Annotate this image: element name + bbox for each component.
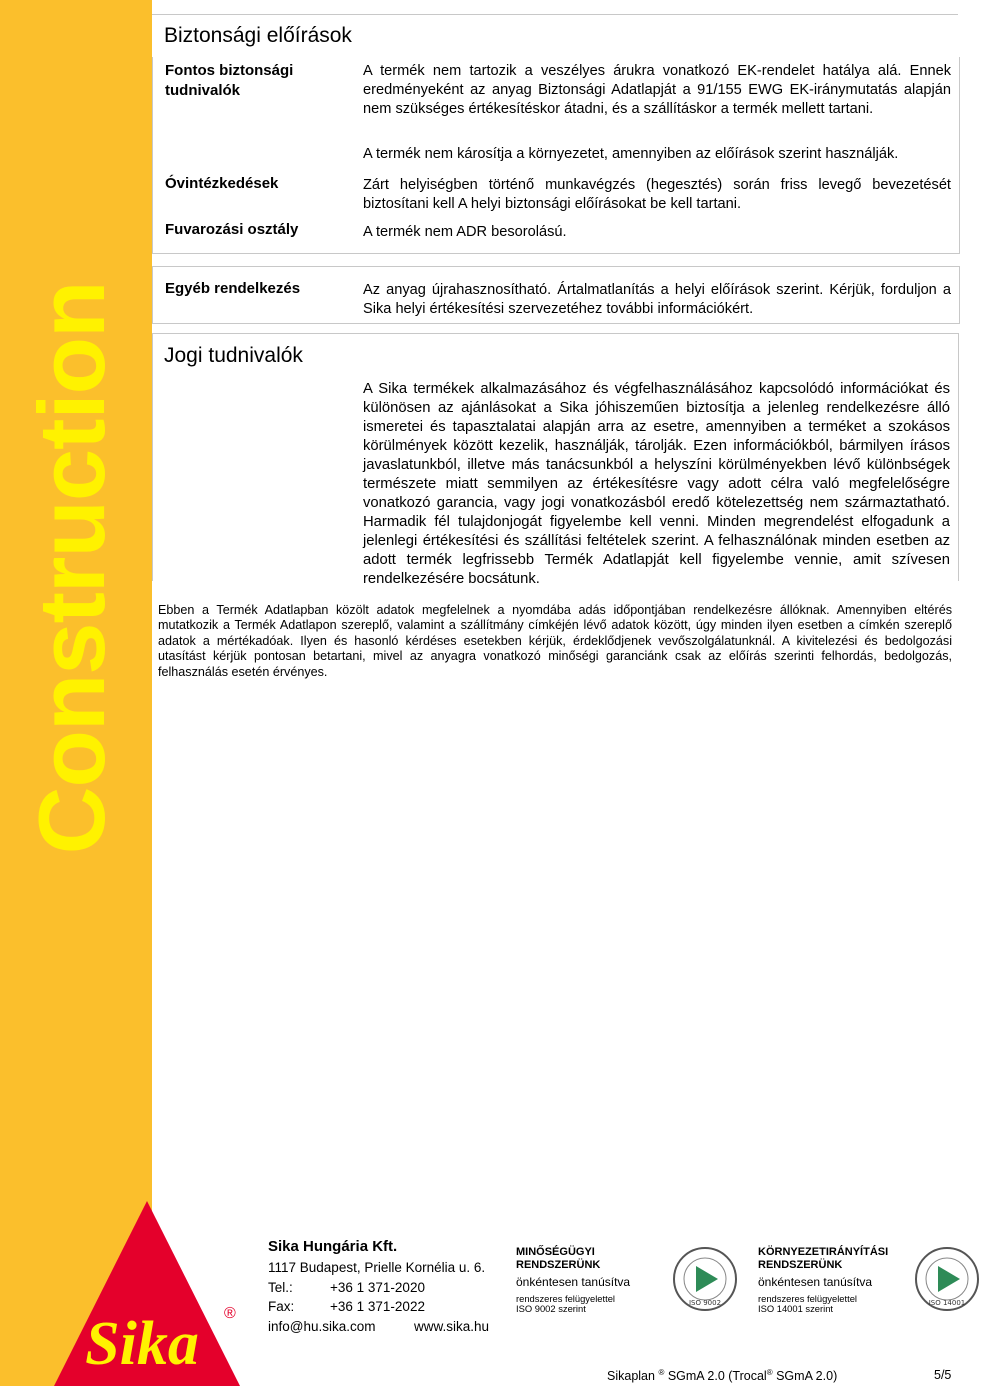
legal-main-text: A Sika termékek alkalmazásához és végfelhasználásához kapcsolódó információkat és különösen az ajánlásokat a Sika jóhiszeműen biztosítja a jelenleg rendelkezésre álló ismeretei és tapasztalatai alapján arra az esetre, amennyiben a terméket a szokásos körülmények között kezelik, használják, tárolják. Ezen információkból, bármilyen írásos javaslatunkból, illetve más tanácsunkból a helyszíni körülményekben lévő különbségek természete miatt semmilyen az értékesítésre vagy adott célra való megfelelőségre vonatkozó garancia, vagy jogi vonatkozásból eredő kötelezettség nem származtatható. Harmadik fél tulajdonjogát figyelembe kell venni. Minden megrendelést elfogadunk a jelenlegi értékesítési és szállítási feltételek szerint. A felhasználónak minden esetben az adott termék legfrissebb Termék Adatlapját kell figyelembe vennie, amit szívesen rendelkezésére bocsátunk.	[363, 381, 950, 587]
cert-quality-name: MINŐSÉGÜGYI RENDSZERÜNK	[516, 1246, 601, 1271]
doc-footer-reg-mark: ®	[658, 1368, 665, 1377]
cert-environment	[758, 1246, 982, 1314]
sidebar-construction-word: Construction	[19, 281, 124, 855]
text-ovintezkedesek: Zárt helyiségben történő munkavégzés (hegesztés) során friss levegő bevezetését biztosítani kell A helyi biztonsági előírásokat be kell tartani.	[363, 177, 951, 212]
label-egyeb-rendelkezes: Egyéb rendelkezés	[165, 280, 301, 297]
company-name: Sika Hungária Kft.	[268, 1238, 398, 1255]
tel-label: Tel.:	[268, 1280, 293, 1295]
doc-footer-version-2: SGmA 2.0)	[776, 1369, 838, 1384]
fax-number: +36 1 371-2022	[330, 1299, 425, 1314]
cert-quality-badge-label: ISO 9002	[688, 1299, 722, 1307]
cert-environment-line1: önkéntesen tanúsítva	[758, 1275, 873, 1289]
legal-section-header	[152, 333, 958, 378]
brand-sidebar	[0, 0, 152, 1386]
text-fontos-biztonsagi-1: A termék nem tartozik a veszélyes árukra vonatkozó EK-rendelet hatálya alá. Ennek eredményeként az anyag Biztonsági Adatlapját a 91/155 EWG EK-iránymutatás alapján nem szükséges értékesítéskor átadni, és a szállításkor a termék mellett tartani.	[363, 63, 951, 117]
safety-section-header	[152, 14, 958, 58]
safety-section-title: Biztonsági előírások	[164, 24, 352, 47]
email-link[interactable]: info@hu.sika.com	[268, 1319, 376, 1334]
website-link[interactable]: www.sika.hu	[414, 1319, 490, 1334]
cert-environment-badge-icon	[914, 1246, 980, 1312]
doc-footer-product-name: Sikaplan	[607, 1369, 655, 1384]
company-address: 1117 Budapest, Prielle Kornélia u. 6.	[268, 1260, 486, 1275]
cert-quality-badge-icon	[672, 1246, 738, 1312]
text-fuvarozasi-osztaly: A termék nem ADR besorolású.	[363, 224, 567, 240]
label-fuvarozasi-osztaly: Fuvarozási osztály	[165, 221, 299, 238]
doc-footer-page-number: 5/5	[934, 1368, 952, 1382]
legal-left-rule	[152, 333, 153, 581]
safety-box	[152, 57, 960, 254]
cert-environment-badge-label: ISO 14001	[928, 1299, 966, 1307]
doc-footer-reg-mark-2: ®	[766, 1368, 773, 1377]
cert-quality-line1: önkéntesen tanúsítva	[516, 1275, 631, 1289]
doc-footer-product	[607, 1368, 837, 1383]
legal-note-text: Ebben a Termék Adatlapban közölt adatok megfelelnek a nyomdába adás időpontjában rendelkezésre állóknak. Amennyiben eltérés mutatkozik a Termék Adatlapon szereplő, valamint a szállítmány címkéjén lévő adatok között, úgy minden ilyen esetben a címkén szereplő adatok a mértékadóak. Ilyen és hasonló kérdéses esetekben kérjük, érdeklődjenek vevőszolgálatunknál. A kivitelezési és bedolgozási utasítást kérjük pontosan betartani, mivel az anyagra vonatkozó minőségi garanciánk csak az előírás szerinti felhordás, bedolgozás, felhasználás esetén érvényes.	[158, 603, 952, 679]
sika-logo	[52, 1196, 242, 1386]
cert-environment-line2: rendszeres felügyelettel	[758, 1293, 858, 1304]
legal-section-title: Jogi tudnivalók	[164, 344, 303, 367]
cert-quality	[516, 1246, 740, 1314]
logo-registered-mark: ®	[224, 1305, 236, 1322]
label-ovintezkedesek: Óvintézkedések	[165, 175, 279, 192]
logo-text: Sika	[85, 1310, 199, 1378]
cert-environment-name: KÖRNYEZETIRÁNYÍTÁSI RENDSZERÜNK	[758, 1246, 889, 1271]
label-fontos-biztonsagi: Fontos biztonsági tudnivalók	[165, 62, 294, 99]
fax-label: Fax:	[268, 1299, 295, 1314]
text-fontos-biztonsagi-2: A termék nem károsítja a környezetet, amennyiben az előírások szerint használják.	[363, 146, 899, 162]
cert-quality-line3: ISO 9002 szerint	[516, 1303, 586, 1314]
cert-environment-line3: ISO 14001 szerint	[758, 1303, 834, 1314]
cert-quality-line2: rendszeres felügyelettel	[516, 1293, 616, 1304]
text-egyeb-rendelkezes: Az anyag újrahasznosítható. Ártalmatlanítás a helyi előírások szerint. Kérjük, forduljon a Sika helyi értékesítési szervezetéhez további információkért.	[363, 282, 951, 317]
doc-footer-version: SGmA 2.0 (Trocal	[667, 1369, 767, 1384]
other-provisions-box	[152, 266, 960, 324]
tel-number: +36 1 371-2020	[330, 1280, 425, 1295]
legal-right-rule	[958, 333, 959, 581]
